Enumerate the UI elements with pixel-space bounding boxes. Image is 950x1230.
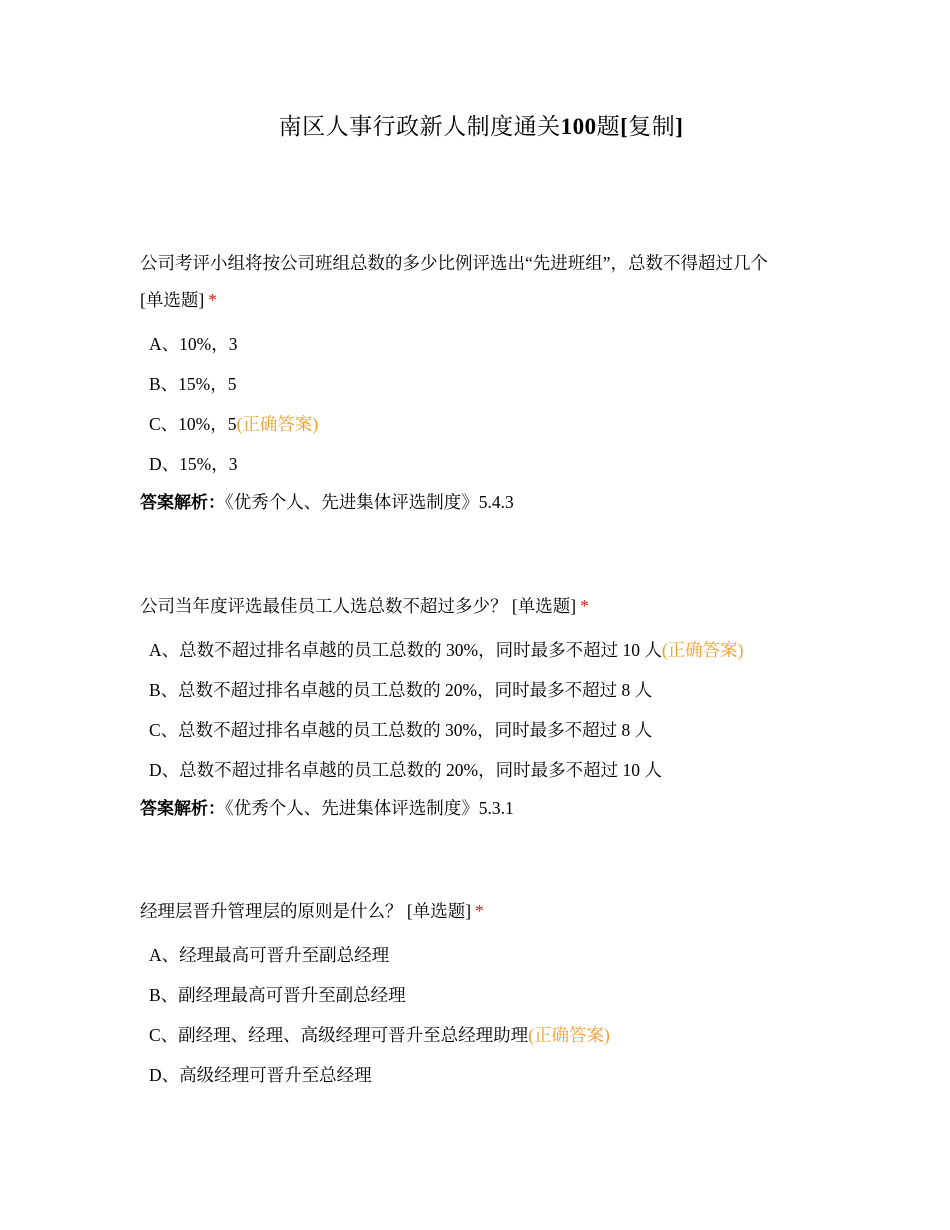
analysis-label: 答案解析： [140,493,225,513]
option-label: A、总数不超过排名卓越的员工总数的 30%，同时最多不超过 10 人 [149,640,662,660]
option-b [140,364,830,404]
analysis-text: 《优秀个人、先进集体评选制度》5.4.3 [225,492,514,512]
option-label: C、副经理、经理、高级经理可晋升至总经理助理 [149,1025,529,1045]
option-label: D、15%，3 [149,454,238,474]
question-3-prompt: 经理层晋升管理层的原则是什么？ [140,901,403,921]
option-c [140,1015,830,1055]
analysis-label: 答案解析： [140,799,225,819]
question-3 [140,893,830,1095]
option-label: B、副经理最高可晋升至副总经理 [149,985,406,1005]
analysis-text: 《优秀个人、先进集体评选制度》5.3.1 [225,798,514,818]
correct-answer-tag: (正确答案) [528,1025,610,1045]
required-mark: * [475,901,484,921]
question-1 [140,245,830,523]
option-label: D、总数不超过排名卓越的员工总数的 20%，同时最多不超过 10 人 [149,760,662,780]
question-2-type: [单选题] [511,596,577,616]
option-label: A、10%，3 [149,334,238,354]
option-a [140,630,830,670]
option-label: D、高级经理可晋升至总经理 [149,1065,372,1085]
question-1-text [140,245,830,319]
option-label: C、10%，5 [149,414,237,434]
title-bracket-open: [ [620,114,629,139]
option-c [140,404,830,444]
question-2-text [140,588,830,625]
question-1-options [140,324,830,484]
option-b [140,670,830,710]
option-d [140,750,830,790]
required-mark: * [208,290,217,310]
option-label: C、总数不超过排名卓越的员工总数的 30%，同时最多不超过 8 人 [149,720,653,740]
option-label: B、总数不超过排名卓越的员工总数的 20%，同时最多不超过 8 人 [149,680,653,700]
required-mark: * [580,596,589,616]
title-suffix: 题 [596,114,621,139]
title-bracket-close: ] [675,114,684,139]
option-label: B、15%，5 [149,374,237,394]
page-title [0,110,950,144]
title-prefix: 南区人事行政新人制度通关 [278,114,561,139]
correct-answer-tag: (正确答案) [661,640,744,660]
title-copy-tag: 复制 [628,114,676,139]
question-3-type: [单选题] [406,901,472,921]
correct-answer-tag: (正确答案) [236,414,319,434]
option-a [140,935,830,975]
answer-analysis [140,788,830,829]
option-d [140,444,830,484]
option-b [140,975,830,1015]
question-2-options [140,630,830,790]
option-label: A、经理最高可晋升至副总经理 [149,945,390,965]
title-number: 100 [560,114,597,139]
question-2 [140,588,830,829]
option-c [140,710,830,750]
answer-analysis [140,482,830,523]
question-3-options [140,935,830,1095]
option-a [140,324,830,364]
question-3-text [140,893,830,930]
question-1-prompt: 公司考评小组将按公司班组总数的多少比例评选出“先进班组”，总数不得超过几个 [140,253,769,273]
option-d [140,1055,830,1095]
question-1-type: [单选题] [140,290,205,310]
question-2-prompt: 公司当年度评选最佳员工人选总数不超过多少？ [140,596,508,616]
